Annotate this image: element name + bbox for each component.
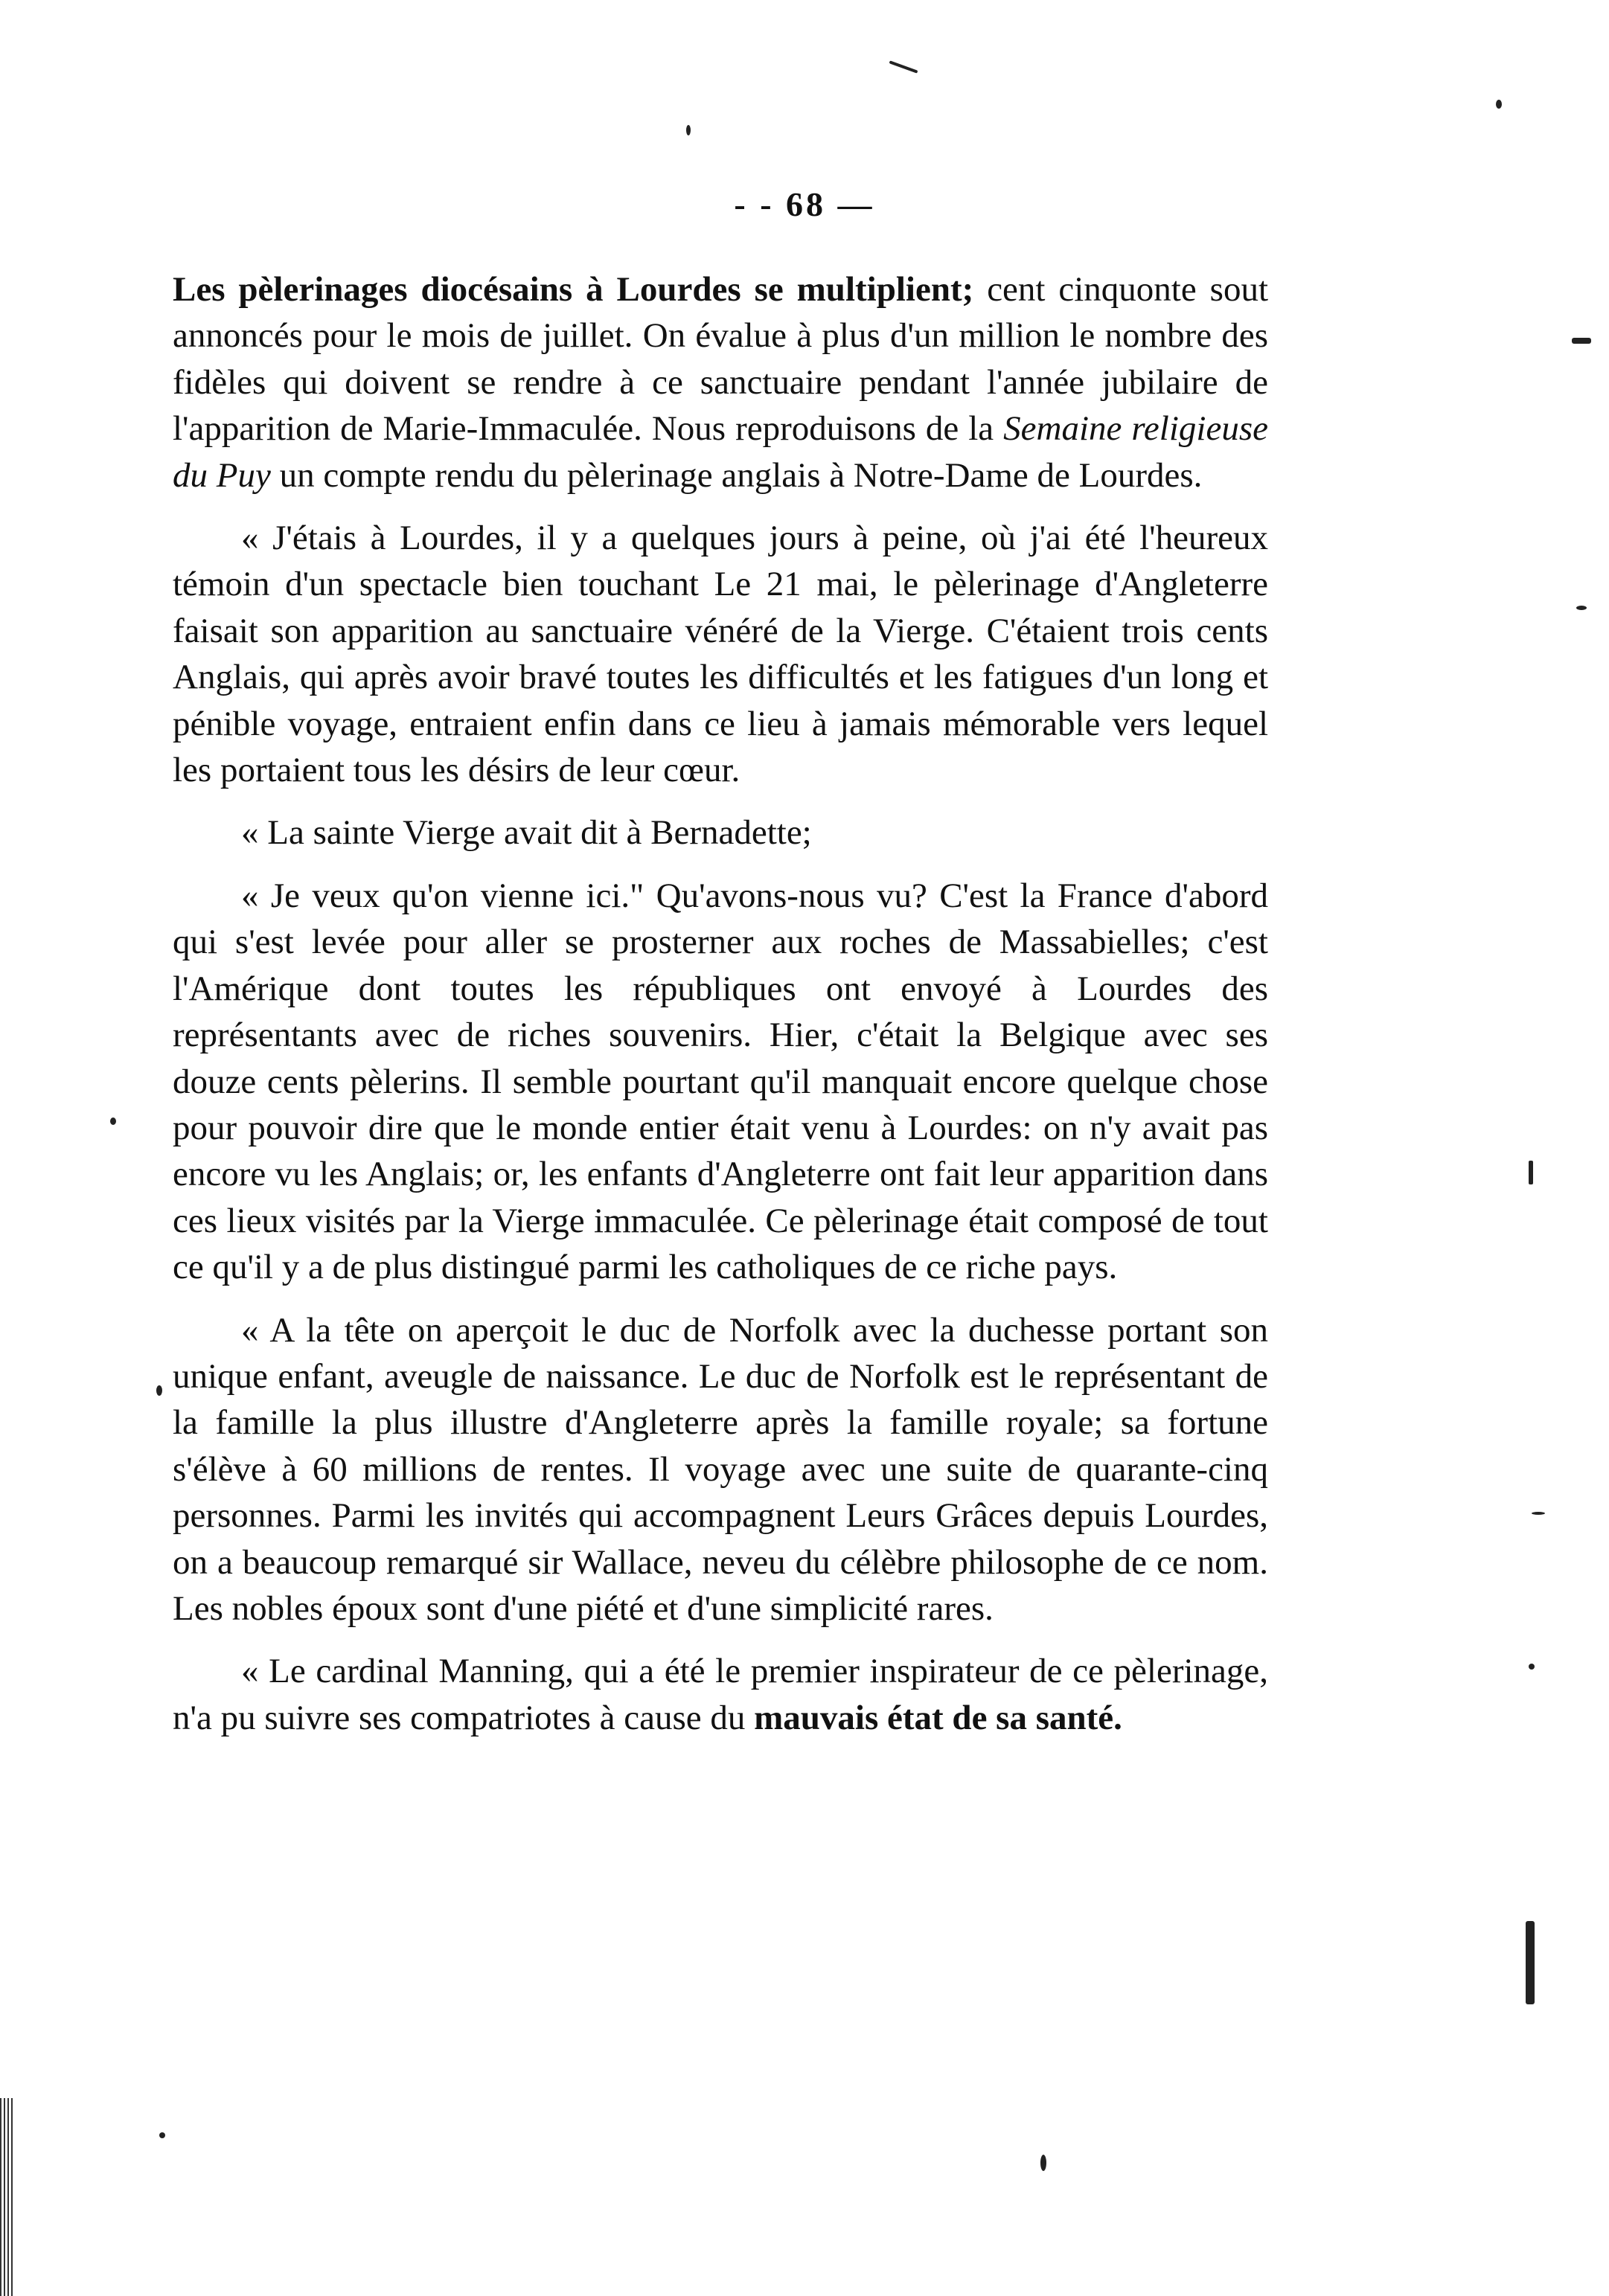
text-run: Les pèlerinages diocésains à Lourdes se multiplient;: [173, 270, 974, 309]
paragraph-quote-5: [173, 1648, 1268, 1741]
scan-speck: [1040, 2155, 1046, 2171]
scan-speck: [1576, 606, 1587, 610]
paragraph-quote-2: [173, 809, 1268, 856]
scan-speck: [889, 60, 918, 73]
paragraph-quote-4: [173, 1307, 1268, 1632]
scan-speck: [1529, 1664, 1535, 1670]
text-run: « A la tête on aperçoit le duc de Norfolk avec la duchesse portant son unique enfant, aveugle de naissance. Le duc de Norfolk est le représentant de la famille la plus illustre d'Angleterre après la famille royale; sa fortune s'élève à 60 millions de rentes. Il voyage avec une suite de quarante-cinq personnes. Parmi les invités qui accompagnent Leurs Grâces depuis Lourdes, on a beaucoup remarqué sir Wallace, neveu du célèbre philosophe de ce nom. Les nobles époux sont d'une piété et d'une simplicité rares.: [173, 1310, 1268, 1628]
scan-speck: [1529, 1161, 1533, 1184]
text-run: « Je veux qu'on vienne ici." Qu'avons-nous vu? C'est la France d'abord qui s'est levée pour aller se prosterner aux roches de Massabielles; c'est l'Amérique dont toutes les républiques ont envoyé à Lourdes des représentants avec de riches souvenirs. Hier, c'était la Belgique avec ses douze cents pèlerins. Il semble pourtant qu'il manquait encore quelque chose pour pouvoir dire que le monde entier était venu à Lourdes: on n'y avait pas encore vu les Anglais; or, les enfants d'Angleterre ont fait leur apparition dans ces lieux visités par la Vierge immaculée. Ce pèlerinage était composé de tout ce qu'il y a de plus distingué parmi les catholiques de ce riche pays.: [173, 876, 1268, 1287]
paragraph-quote-3: [173, 873, 1268, 1291]
scan-speck: [686, 125, 691, 135]
paragraph-intro: [173, 266, 1268, 498]
text-run: un compte rendu du pèlerinage anglais à Notre-Dame de Lourdes.: [270, 455, 1203, 495]
text-run: cent cinquonte sout annoncés pour le mois de juillet. On évalue à plus d'un million le nombre des fidèles qui doivent se rendre à ce sanctuaire pendant l'année jubilaire de l'apparition de Marie-Immaculée. Nous reproduisons de la: [173, 270, 1268, 449]
scan-speck: [1526, 1921, 1535, 2004]
text-run: Semaine religieuse du Puy: [173, 409, 1268, 495]
scan-speck: [159, 2132, 165, 2138]
text-run: « J'étais à Lourdes, il y a quelques jours à peine, où j'ai été l'heureux témoin d'un spectacle bien touchant Le 21 mai, le pèlerinage d'Angleterre faisait son apparition au sanctuaire vénéré de la Vierge. C'étaient trois cents Anglais, qui après avoir bravé toutes les difficultés et les fatigues d'un long et pénible voyage, entraient enfin dans ce lieu à jamais mémorable vers lequel les portaient tous les désirs de leur cœur.: [173, 519, 1268, 790]
scan-speck: [156, 1385, 162, 1396]
binding-edge: [0, 2098, 13, 2296]
scan-speck: [1532, 1512, 1545, 1515]
paragraph-quote-1: [173, 515, 1268, 793]
page-number: - - 68 —: [734, 185, 875, 223]
scan-speck: [1572, 338, 1591, 344]
text-run: « La sainte Vierge avait dit à Bernadette;: [241, 813, 812, 853]
text-run: « Le cardinal Manning, qui a été le premier inspirateur de ce pèlerinage, n'a pu suivre ses compatriotes à cause du: [173, 1652, 1268, 1737]
text-run: mauvais état de sa santé.: [754, 1698, 1122, 1737]
body-text: [173, 266, 1268, 1757]
scan-speck: [110, 1117, 116, 1125]
scan-speck: [1496, 100, 1502, 109]
